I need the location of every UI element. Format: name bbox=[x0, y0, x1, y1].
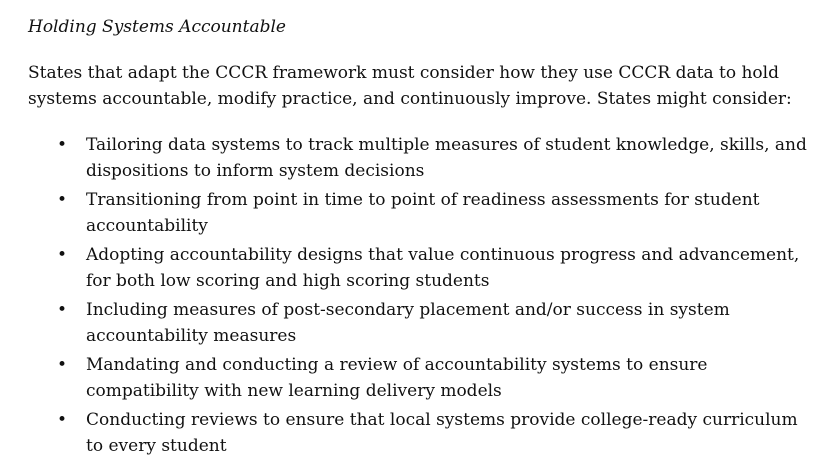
bullet-icon: • bbox=[57, 300, 68, 320]
bullet-line: dispositions to inform system decisions bbox=[86, 161, 425, 181]
bullet-list bbox=[0, 128, 819, 458]
bullet-icon: • bbox=[57, 410, 68, 430]
bullet-line: accountability measures bbox=[86, 326, 297, 346]
bullet-icon: • bbox=[57, 135, 68, 155]
bullet-line: Transitioning from point in time to point of readiness assessments for student bbox=[86, 190, 760, 210]
bullet-line: Mandating and conducting a review of accountability systems to ensure bbox=[86, 355, 708, 375]
bullet-line: Tailoring data systems to track multiple measures of student knowledge, skills, and bbox=[86, 135, 807, 155]
bullet-item bbox=[0, 183, 819, 238]
bullet-text bbox=[86, 242, 816, 294]
bullet-item bbox=[0, 128, 819, 183]
bullet-item bbox=[0, 293, 819, 348]
bullet-icon: • bbox=[57, 245, 68, 265]
bullet-text bbox=[86, 352, 816, 404]
bullet-text bbox=[86, 407, 816, 459]
intro-line: systems accountable, modify practice, and continuously improve. States might consider: bbox=[28, 89, 792, 109]
bullet-line: for both low scoring and high scoring students bbox=[86, 271, 490, 291]
bullet-line: Including measures of post-secondary placement and/or success in system bbox=[86, 300, 730, 320]
bullet-icon: • bbox=[57, 190, 68, 210]
bullet-item bbox=[0, 238, 819, 293]
bullet-text bbox=[86, 187, 816, 239]
section-heading: Holding Systems Accountable bbox=[28, 17, 286, 37]
bullet-line: accountability bbox=[86, 216, 208, 236]
intro-line: States that adapt the CCCR framework must consider how they use CCCR data to hold bbox=[28, 63, 779, 83]
intro-paragraph bbox=[28, 60, 813, 112]
bullet-icon: • bbox=[57, 355, 68, 375]
bullet-text bbox=[86, 132, 816, 184]
bullet-item bbox=[0, 403, 819, 458]
bullet-line: Conducting reviews to ensure that local systems provide college-ready curriculum bbox=[86, 410, 798, 430]
bullet-line: Adopting accountability designs that value continuous progress and advancement, bbox=[86, 245, 800, 265]
bullet-line: compatibility with new learning delivery models bbox=[86, 381, 502, 401]
bullet-line: to every student bbox=[86, 436, 227, 456]
bullet-text bbox=[86, 297, 816, 349]
bullet-item bbox=[0, 348, 819, 403]
